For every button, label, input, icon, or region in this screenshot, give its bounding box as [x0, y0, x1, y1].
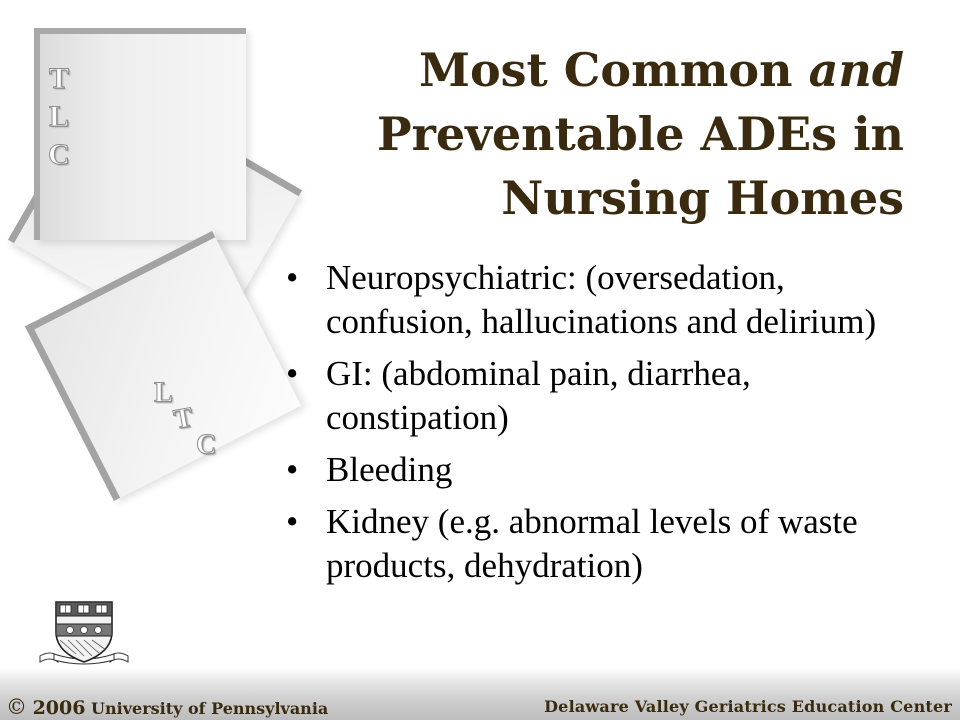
- footer-year: 2006: [32, 697, 86, 719]
- copyright-symbol: ©: [6, 695, 27, 719]
- logo-letter-l: L: [154, 377, 173, 409]
- bullet-marker: •: [286, 450, 299, 489]
- footer-left: [6, 696, 328, 720]
- bullet-marker: •: [286, 354, 299, 393]
- bullet-text: Bleeding: [326, 450, 453, 489]
- logo-letter-t: T: [171, 401, 196, 436]
- bullet-item: [286, 448, 906, 492]
- university-seal-icon: [36, 598, 132, 666]
- slide-title: [284, 38, 904, 230]
- title-line3: Nursing Homes: [501, 171, 904, 225]
- footer-center-name: Delaware Valley Geriatrics Education Center: [544, 697, 952, 716]
- bullet-item: [286, 500, 906, 588]
- title-line1-italic: and: [808, 43, 904, 97]
- bullet-item: [286, 256, 906, 344]
- logo-letter-c: C: [196, 429, 217, 461]
- title-line2: Preventable ADEs in: [377, 107, 904, 161]
- bullet-item: [286, 352, 906, 440]
- bullet-marker: •: [286, 502, 299, 541]
- title-line1-text: Most Common: [419, 43, 809, 97]
- bullet-list: [286, 256, 906, 596]
- bullet-text: Kidney (e.g. abnormal levels of waste products, dehydration): [326, 502, 858, 585]
- logo-letters-tlc: T L C: [48, 62, 70, 171]
- footer-university: University of Pennsylvania: [91, 699, 329, 718]
- logo-letters-ltc: [154, 377, 264, 487]
- bullet-text: GI: (abdominal pain, diarrhea, constipation): [326, 354, 751, 437]
- footer-bar: [0, 668, 960, 720]
- bullet-marker: •: [286, 258, 299, 297]
- seal-graphic: [36, 598, 132, 666]
- bullet-text: Neuropsychiatric: (oversedation, confusion, hallucinations and delirium): [326, 258, 877, 341]
- logo-tile-top: [34, 28, 246, 240]
